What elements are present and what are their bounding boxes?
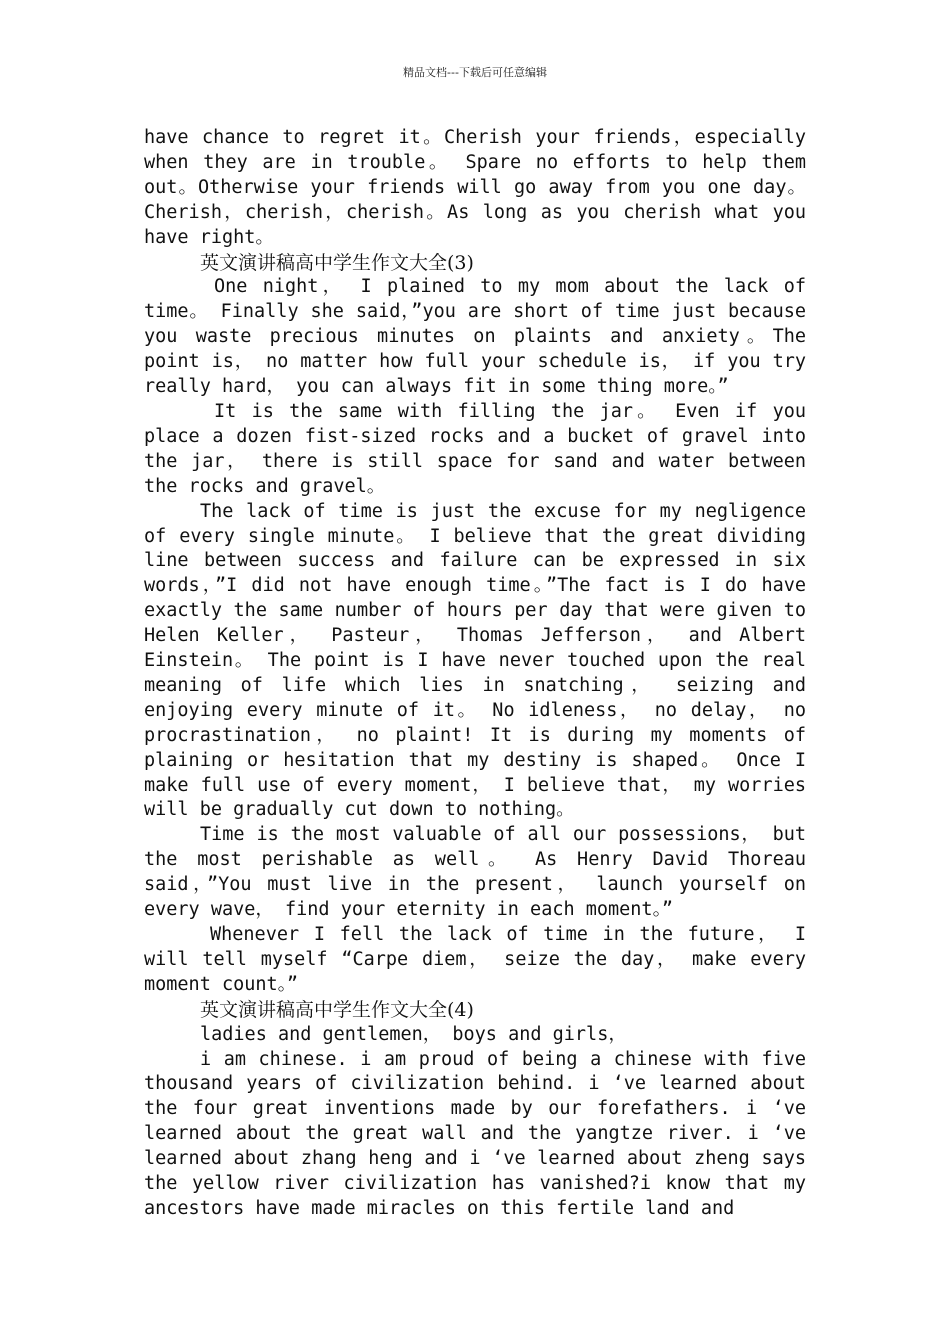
paragraph-1: have chance to regret it。Cherish your friends，especially when they are in trouble。 Spare no efforts to help them out。Otherwise your friends will go away from you one day。Cherish，cherish，cherish。As long as you cherish what you have right。	[144, 127, 806, 248]
paragraph-5: Time is the most valuable of all our possessions， but the most perishable as well。 As Henry David Thoreau said，”You must live in the present， launch yourself on every wave， find your eternity in each moment。”	[144, 824, 806, 921]
paragraph-8: i am chinese. i am proud of being a chinese with five thousand years of civilization behind. i ‘ve learned about the four great inventions made by our forefathers. i ‘ve learned about the great wall and the yangtze river. i ‘ve learned about zhang heng and i ‘ve learned about zheng says the yellow river civilization has vanished?i know that my ancestors have made miracles on this fertile land and	[144, 1048, 806, 1219]
paragraph-2: One night， I plained to my mom about the lack of time。 Finally she said，”you are short of time just because you waste precious minutes on plaints and anxiety。The point is， no matter how full your schedule is， if you try really hard， you can always fit in some thing more。”	[144, 276, 806, 398]
section-heading-3: 英文演讲稿高中学生作文大全(3)	[200, 251, 474, 274]
paragraph-7: ladies and gentlemen， boys and girls，	[200, 1023, 627, 1045]
paragraph-3: It is the same with filling the jar。 Even if you place a dozen fist-sized rocks and a bucket of gravel into the jar， there is still space for sand and water between the rocks and gravel。	[144, 400, 806, 497]
paragraph-4: The lack of time is just the excuse for my negligence of every single minute。 I believe that the great dividing line between success and failure can be expressed in six words，”I did not have enough time。”The fact is I do have exactly the same number of hours per day that were given to Helen Keller， Pasteur， Thomas Jefferson， and Albert Einstein。 The point is I have never touched upon the real meaning of life which lies in snatching， seizing and enjoying every minute of it。 No idleness， no delay， no procrastination， no plaint! It is during my moments of plaining or hesitation that my destiny is shaped。 Once I make full use of every moment， I believe that， my worries will be gradually cut down to nothing。	[144, 500, 806, 821]
paragraph-6: Whenever I fell the lack of time in the future， I will tell myself “Carpe diem， seize the day， make every moment count。”	[144, 924, 806, 995]
section-heading-4: 英文演讲稿高中学生作文大全(4)	[200, 998, 474, 1021]
document-body	[144, 126, 806, 1222]
page-header: 精品文档---下载后可任意编辑	[403, 66, 547, 79]
